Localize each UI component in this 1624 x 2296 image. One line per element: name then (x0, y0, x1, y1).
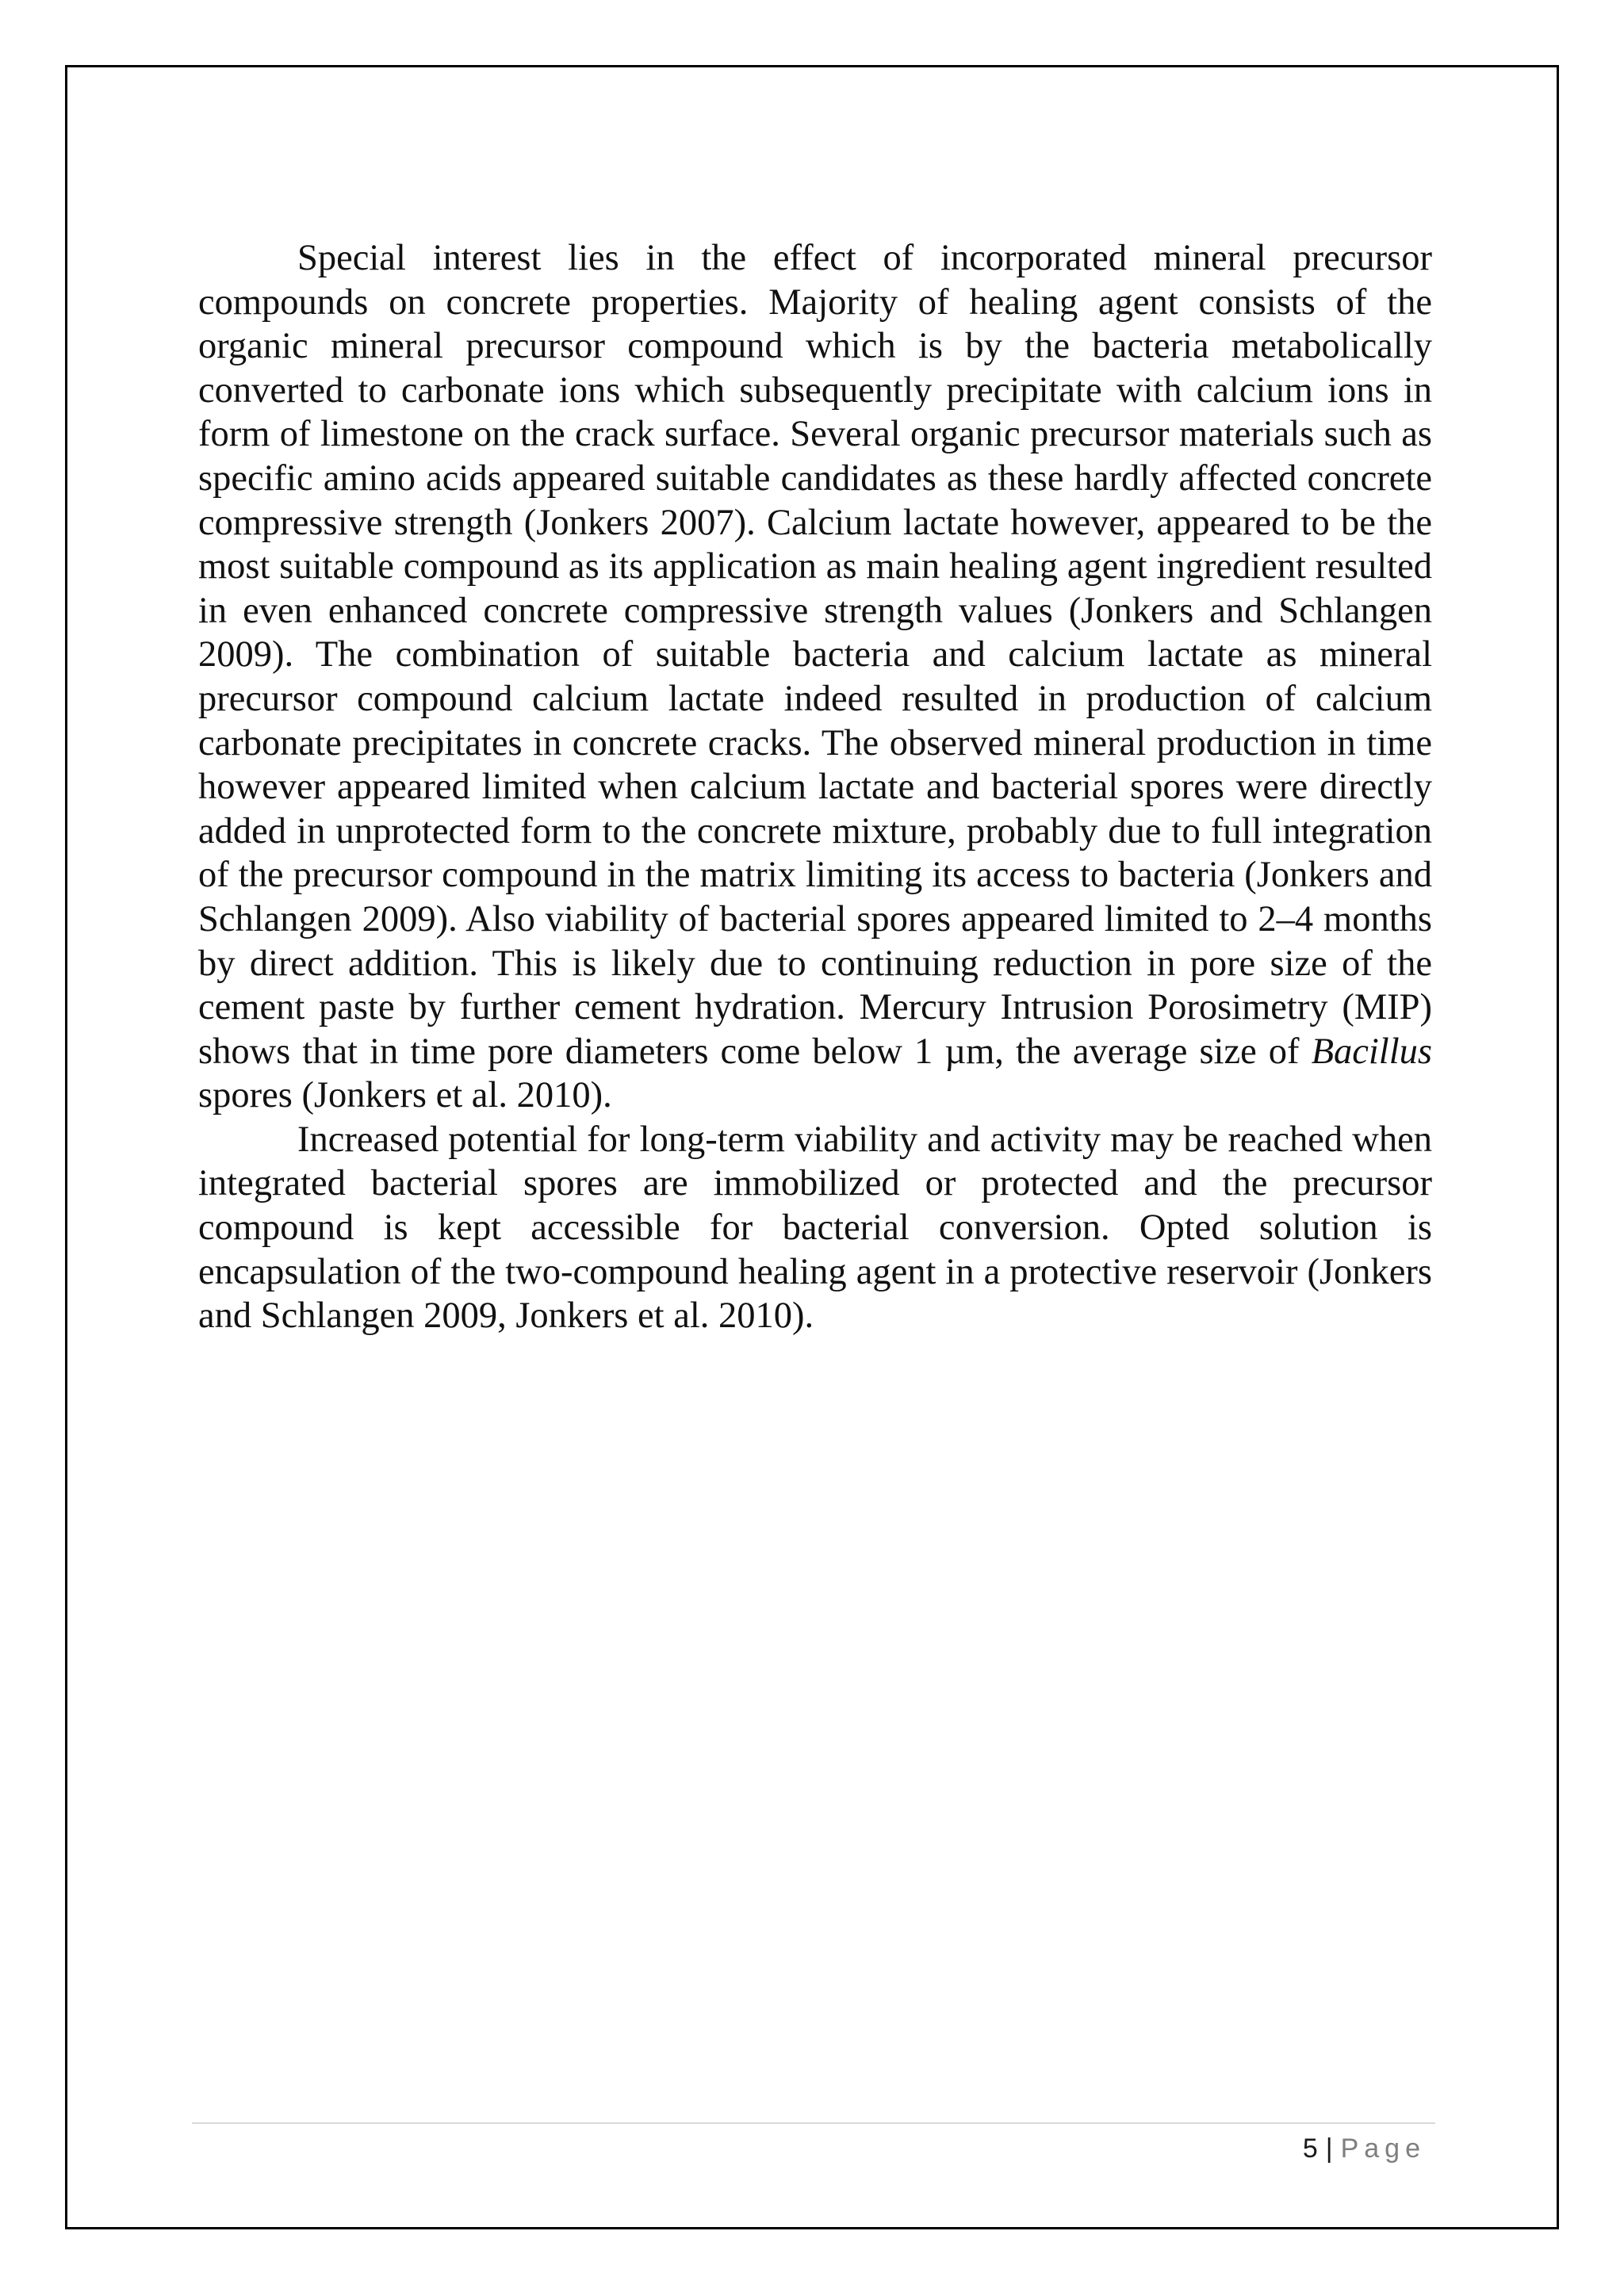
page-number: 5 (1302, 2133, 1318, 2164)
species-name-italic: Bacillus (1311, 1031, 1432, 1072)
paragraph-1-text: Special interest lies in the effect of incorporated mineral precursor compounds on concrete properties. Majority of healing agent consists of the organic mineral precursor compound which is by the bacteria metabolically converted to carbonate ions which subsequently precipitate with calcium ions in form of limestone on the crack surface. Several organic precursor materials such as specific amino acids appeared suitable candidates as these hardly affected concrete compressive strength (Jonkers 2007). Calcium lactate however, appeared to be the most suitable compound as its application as main healing agent ingredient resulted in even enhanced concrete compressive strength values (Jonkers and Schlangen 2009). The combination of suitable bacteria and calcium lactate as mineral precursor compound calcium lactate indeed resulted in production of calcium carbonate precipitates in concrete cracks. The observed mineral production in time however appeared limited when calcium lactate and bacterial spores were directly added in unprotected form to the concrete mixture, probably due to full integration of the precursor compound in the matrix limiting its access to bacteria (Jonkers and Schlangen 2009). Also viability of bacterial spores appeared limited to 2–4 months by direct addition. This is likely due to continuing reduction in pore size of the cement paste by further cement hydration. Mercury Intrusion Porosimetry (MIP) shows that in time pore diameters come below 1 µm, the average size of (198, 238, 1432, 1072)
page-footer (1303, 2131, 1426, 2166)
page-label: Page (1340, 2133, 1426, 2164)
paragraph-1 (198, 236, 1432, 1118)
page-separator: | (1325, 2133, 1333, 2164)
paragraph-2: Increased potential for long-term viability and activity may be reached when integrated bacterial spores are immobilized or protected and the precursor compound is kept accessible for bacterial conversion. Opted solution is encapsulation of the two-compound healing agent in a protective reservoir (Jonkers and Schlangen 2009, Jonkers et al. 2010). (198, 1119, 1432, 1337)
document-body (198, 236, 1432, 1338)
footer-divider (192, 2122, 1435, 2124)
paragraph-1-text-end: spores (Jonkers et al. 2010). (198, 1075, 612, 1116)
